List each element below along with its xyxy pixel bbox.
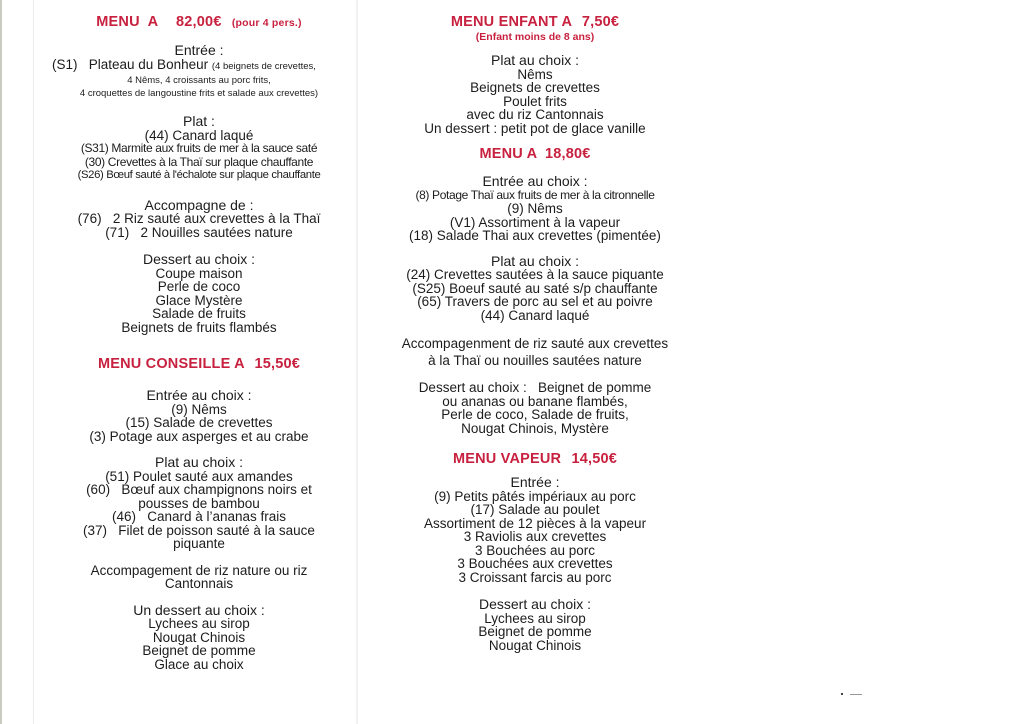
item-detail: 4 Nêms, 4 croissants au porc frits, [127, 75, 271, 86]
item-label: (S1) Plateau du Bonheur [52, 56, 209, 72]
menu-item: Beignets de crevettes [470, 80, 600, 95]
menu-item: Beignets de fruits flambés [121, 319, 277, 335]
menu-item: Poulet frits [503, 93, 567, 109]
menu-item: (S31) Marmite aux fruits de mer à la sauce saté [80, 141, 318, 155]
item-detail: (4 beignets de crevettes, [211, 60, 316, 72]
menu-price: 14,50€ [571, 451, 618, 467]
right-column [372, 14, 698, 652]
menu-price: 7,50€ [581, 14, 620, 30]
menu-item: Perle de coco [157, 279, 241, 294]
entree-section [372, 175, 698, 243]
dessert-section [36, 601, 362, 672]
accompagnement-section [372, 335, 698, 369]
menu-item: (30) Crevettes à la Thaï sur plaque chauffante [84, 154, 314, 169]
menu-item: Cantonnais [164, 576, 234, 591]
menu-item: à la Thaï ou nouilles sautées nature [428, 353, 642, 368]
menu-item: Nougat Chinois [152, 629, 246, 645]
accompagnement-section [36, 196, 362, 240]
menu-item: (60) Bœuf aux champignons noirs et [86, 482, 312, 497]
menu-item: (18) Salade Thai aux crevettes (pimentée) [409, 228, 661, 243]
menu-name: MENU CONSEILLE A [97, 356, 245, 372]
menu-item: 3 Raviolis aux crevettes [463, 529, 607, 544]
menu-item: (44) Canard laqué [480, 307, 590, 323]
menu-item: Glace Mystère [155, 292, 243, 308]
section-heading: Accompagne de : [144, 196, 254, 213]
menu-item: (3) Potage aux asperges et au crabe [89, 428, 309, 444]
menu-subtitle: (Enfant moins de 8 ans) [475, 31, 595, 43]
menu-name: MENU A [479, 146, 537, 162]
menu-item: (9) Nêms [507, 201, 563, 216]
menu-item: (65) Travers de porc au sel et au poivre [417, 294, 653, 309]
dessert-section [372, 381, 698, 435]
menu-item: Beignet de pomme [478, 624, 592, 639]
dessert-section [36, 253, 362, 334]
section-heading: Entrée au choix : [482, 173, 588, 189]
section-heading: Entrée : [510, 474, 560, 490]
menu-item: Beignet de pomme [142, 643, 256, 658]
menu-item: Coupe maison [155, 265, 243, 281]
menu-title [36, 356, 362, 373]
menu-item: (8) Potage Thaï aux fruits de mer à la citronnelle [415, 187, 655, 202]
section-heading: Plat au choix : [491, 252, 579, 269]
plat-section [372, 252, 698, 323]
menu-price: 18,80€ [545, 146, 591, 162]
section-heading: Dessert au choix : [478, 596, 592, 612]
menu-item: (S26) Bœuf sauté à l'échalote sur plaque chauffante [77, 169, 321, 181]
menu-title [36, 14, 362, 32]
menu-title [372, 146, 698, 163]
scan-edge-strip [0, 0, 2, 724]
menu-item: 3 Bouchées au porc [474, 542, 596, 558]
menu-item: Nougat Chinois, Mystère [461, 420, 609, 436]
menu-item: pousses de bambou [138, 495, 260, 511]
menu-conseille-section [36, 356, 362, 671]
menu-name: MENU A [96, 14, 158, 30]
plat-section [372, 54, 698, 135]
menu-item: (46) Canard à l’ananas frais [111, 509, 287, 524]
section-heading: Plat : [183, 113, 215, 129]
menu-item: Assortiment de 12 pièces à la vapeur [423, 515, 647, 531]
accompagnement-section [36, 564, 362, 591]
menu-item: (24) Crevettes sautées à la sauce piquante [406, 267, 664, 282]
menu-item: Accompagenment de riz sauté aux crevettes [401, 336, 669, 351]
scan-artifact-dot [841, 693, 843, 695]
menu-item: Nougat Chinois [488, 637, 582, 653]
menu-item: (9) Nêms [171, 401, 227, 417]
menu-price: 82,00€ [176, 14, 222, 30]
menu-price: 15,50€ [254, 356, 301, 372]
left-column [36, 14, 362, 671]
item-detail: 4 croquettes de langoustine frits et salade aux crevettes) [79, 88, 319, 99]
menu-item: (17) Salade au poulet [470, 502, 600, 517]
section-heading: Un dessert au choix : [133, 601, 265, 618]
menu-item: piquante [173, 536, 225, 551]
menu-vapeur-section [372, 451, 698, 652]
menu-title [372, 14, 698, 31]
menu-item: Perle de coco, Salade de fruits, [441, 407, 629, 422]
menu-item: (15) Salade de crevettes [125, 415, 273, 430]
menu-item: (71) 2 Nouilles sautées nature [105, 224, 293, 240]
entree-section [36, 389, 362, 443]
menu-item: 3 Bouchées aux crevettes [457, 556, 613, 571]
section-heading: Plat au choix : [491, 52, 579, 68]
menu-item: Un dessert : petit pot de glace vanille [424, 120, 646, 136]
menu-item: (44) Canard laqué [144, 127, 254, 143]
scan-artifact-dash [850, 694, 862, 695]
menu-item: 3 Croissant farcis au porc [458, 569, 612, 585]
menu-item: (37) Filet de poisson sauté à la sauce [83, 522, 315, 538]
menu-item: (76) 2 Riz sauté aux crevettes à la Thaï [77, 211, 321, 226]
entree-section [372, 476, 698, 584]
menu-enfant-section [372, 14, 698, 135]
menu-item [36, 58, 362, 74]
menu-item: Accompagement de riz nature ou riz [90, 562, 308, 578]
menu-title [372, 451, 698, 468]
section-heading: Entrée : [174, 42, 224, 58]
menu-item: Salade de fruits [152, 306, 246, 321]
menu-item: (9) Petits pâtés impériaux au porc [434, 488, 636, 504]
menu-item: avec du riz Cantonnais [466, 107, 604, 122]
menu-note: (pour 4 pers.) [231, 17, 302, 29]
menu-item: Lychees au sirop [484, 610, 586, 626]
page-edge-line [33, 0, 34, 724]
menu-item: (51) Poulet sauté aux amandes [105, 468, 293, 484]
plat-section [36, 115, 362, 183]
menu-item: (V1) Assortiment à la vapeur [449, 214, 621, 230]
menu-item: Dessert au choix : Beignet de pomme [418, 380, 652, 395]
menu-name: MENU VAPEUR [452, 451, 562, 467]
menu-item: Glace au choix [154, 656, 244, 672]
menu-item: (S25) Boeuf sauté au saté s/p chauffante [412, 280, 658, 296]
menu-a-18-section [372, 146, 698, 435]
dessert-section [372, 598, 698, 652]
plat-section [36, 456, 362, 551]
section-heading: Dessert au choix : [142, 251, 256, 267]
entree-section [36, 44, 362, 99]
section-heading: Plat au choix : [155, 454, 243, 470]
menu-name: MENU ENFANT A [450, 14, 572, 30]
section-heading: Entrée au choix : [146, 387, 252, 403]
menu-item: ou ananas ou banane flambés, [442, 393, 628, 409]
menu-item: Nêms [517, 66, 553, 82]
menu-item: Lychees au sirop [148, 616, 250, 631]
menu-a-82-section [36, 14, 362, 334]
